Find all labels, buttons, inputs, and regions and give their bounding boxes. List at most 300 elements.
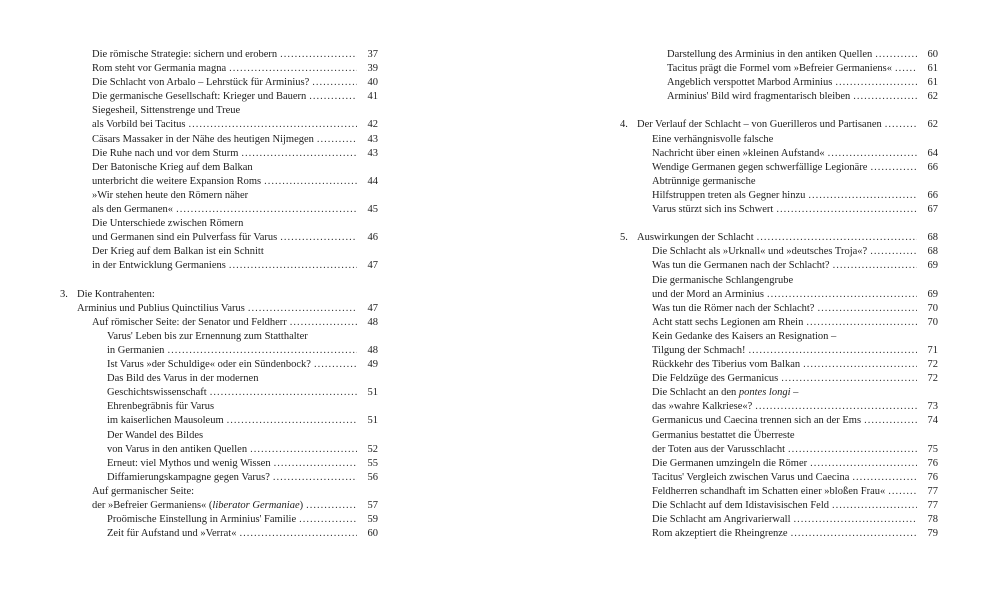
dot-leader	[167, 344, 357, 358]
toc-entry-title	[652, 344, 746, 358]
toc-entry-title	[92, 499, 303, 513]
page-number: 70	[927, 302, 938, 314]
toc-entry-text: Feldherren schandhaft im Schatten einer »bloßen Frau«	[652, 485, 886, 497]
page-number: 64	[927, 147, 938, 159]
toc-entry-text: Varus' Leben bis zur Ernennung zum Statthalter	[107, 330, 308, 342]
toc-entry	[60, 400, 378, 414]
toc-entry	[620, 189, 938, 203]
toc-entry	[60, 471, 378, 485]
toc-entry-title	[107, 414, 224, 428]
page-number: 61	[927, 63, 938, 75]
toc-entry-title	[92, 485, 194, 499]
toc-entry	[60, 372, 378, 386]
page-number: 78	[927, 514, 938, 526]
toc-entry	[620, 76, 938, 90]
toc-entry-text: Acht statt sechs Legionen am Rhein	[652, 316, 804, 328]
toc-entry	[620, 457, 938, 471]
toc-entry-title	[652, 302, 814, 316]
toc-entry-text: Tacitus' Vergleich zwischen Varus und Caecina	[652, 471, 850, 483]
dot-leader	[803, 358, 917, 372]
toc-entry	[60, 414, 378, 428]
page-number: 77	[927, 485, 938, 497]
toc-entry-text: in der Entwicklung Germaniens	[92, 260, 226, 272]
toc-entry	[60, 429, 378, 443]
toc-entry-title	[652, 203, 773, 217]
toc-entry-text: von Varus in den antiken Quellen	[107, 443, 248, 455]
toc-entry	[620, 400, 938, 414]
toc-entry-title	[92, 245, 264, 259]
dot-leader	[312, 76, 357, 90]
toc-entry	[620, 499, 938, 513]
toc-entry-suffix: –	[790, 387, 799, 399]
toc-entry-title	[92, 203, 173, 217]
toc-entry-suffix: )	[299, 500, 304, 511]
dot-leader	[870, 245, 917, 259]
toc-entry-text: Die Kontrahenten:	[77, 288, 155, 300]
toc-entry	[620, 443, 938, 457]
dot-leader	[870, 161, 917, 175]
dot-leader	[767, 288, 917, 302]
toc-entry	[620, 161, 938, 175]
toc-entry-text: Siegesheil, Sittenstrenge und Treue	[92, 105, 241, 117]
toc-entry-title	[107, 330, 308, 344]
toc-entry-text: und Germanen sind ein Pulverfass für Varus	[92, 232, 278, 244]
toc-entry	[60, 203, 378, 217]
toc-entry-title	[652, 513, 791, 527]
toc-entry-text: Varus stürzt sich ins Schwert	[652, 204, 774, 216]
page-number: 43	[367, 147, 378, 159]
page-number: 48	[367, 344, 378, 356]
page-number: 47	[367, 260, 378, 272]
page-number: 37	[367, 49, 378, 60]
toc-entry-text: Die Schlacht an den	[652, 387, 739, 399]
toc-entry-title	[667, 90, 850, 104]
toc-entry	[620, 372, 938, 386]
toc-entry-text: »Wir stehen heute den Römern näher	[92, 189, 249, 201]
dot-leader	[832, 499, 917, 513]
dot-leader	[776, 203, 917, 217]
toc-entry	[620, 203, 938, 217]
dot-leader	[290, 316, 357, 330]
toc-entry-text: Tacitus prägt die Formel vom »Befreier Germaniens«	[667, 63, 892, 75]
toc-entry-text: Die Schlacht am Angrivarierwall	[652, 514, 791, 526]
toc-entry	[60, 302, 378, 316]
toc-entry-title	[107, 429, 203, 443]
page-number: 60	[927, 49, 938, 60]
toc-entry	[60, 358, 378, 372]
toc-entry	[60, 217, 378, 231]
page-number: 42	[367, 119, 378, 131]
dot-leader	[864, 414, 917, 428]
toc-entry	[60, 48, 378, 62]
page-number: 69	[927, 260, 938, 272]
dot-leader	[755, 400, 917, 414]
dot-leader	[250, 443, 357, 457]
dot-leader	[888, 485, 917, 499]
dot-leader	[299, 513, 357, 527]
toc-entry-italic: pontes longi	[738, 387, 791, 399]
toc-entry	[620, 133, 938, 147]
toc-entry-text: Arminius und Publius Quinctilius Varus	[77, 302, 245, 314]
toc-entry-text: Angeblich verspottet Marbod Arminius	[667, 77, 833, 89]
toc-entry-title	[652, 330, 836, 344]
toc-entry	[620, 288, 938, 302]
toc-entry-text: Kein Gedanke des Kaisers an Resignation –	[652, 330, 837, 342]
page-number: 76	[927, 471, 938, 483]
toc-entry	[60, 189, 378, 203]
toc-entry	[60, 62, 378, 76]
toc-entry-text: Was tun die Germanen nach der Schlacht?	[652, 260, 830, 272]
toc-entry-title	[92, 48, 277, 62]
toc-entry-text: Die germanische Gesellschaft: Krieger und Bauern	[92, 91, 307, 103]
page-number: 60	[367, 528, 378, 540]
toc-entry-title	[637, 118, 882, 132]
page-number: 40	[367, 77, 378, 89]
toc-entry	[60, 76, 378, 90]
toc-entry-text: Rom steht vor Germania magna	[92, 63, 227, 75]
page-number: 62	[927, 91, 938, 103]
dot-leader	[885, 118, 917, 132]
toc-entry-title	[92, 231, 277, 245]
toc-entry-text: Tilgung der Schmach!	[652, 344, 746, 356]
toc-entry-title	[652, 274, 793, 288]
dot-leader	[229, 62, 357, 76]
toc-entry-text: Die Schlacht auf dem Idistavisischen Feld	[652, 500, 829, 511]
dot-leader	[833, 259, 917, 273]
page-number: 57	[367, 500, 378, 511]
toc-entry-text: Darstellung des Arminius in den antiken Quellen	[667, 49, 873, 60]
toc-entry	[620, 513, 938, 527]
toc-entry-title	[77, 288, 155, 302]
toc-chapter-heading	[620, 118, 938, 132]
page-number: 41	[367, 91, 378, 103]
toc-entry	[60, 386, 378, 400]
toc-entry-text: Die römische Strategie: sichern und erobern	[92, 49, 278, 60]
toc-entry	[60, 527, 378, 541]
toc-entry-title	[107, 372, 258, 386]
toc-entry-title	[652, 161, 867, 175]
toc-entry	[60, 118, 378, 132]
dot-leader	[794, 513, 918, 527]
toc-entry-title	[652, 457, 807, 471]
page-number: 48	[367, 316, 378, 328]
toc-entry-text: als den Germanen«	[92, 204, 174, 216]
toc-entry	[60, 330, 378, 344]
dot-leader	[791, 527, 917, 541]
toc-entry-title	[107, 527, 236, 541]
toc-entry-title	[92, 189, 248, 203]
toc-entry-text: Nachricht über einen »kleinen Aufstand«	[652, 147, 825, 159]
toc-entry-text: Geschichtswissenschaft	[107, 387, 207, 399]
toc-entry-text: Arminius' Bild wird fragmentarisch bleiben	[667, 91, 851, 103]
dot-leader	[852, 471, 917, 485]
toc-entry	[620, 302, 938, 316]
toc-entry-title	[667, 48, 872, 62]
toc-entry-title	[652, 471, 849, 485]
toc-entry-title	[92, 316, 287, 330]
toc-entry-title	[107, 358, 311, 372]
toc-entry-title	[107, 400, 214, 414]
toc-entry	[60, 104, 378, 118]
page-number: 68	[927, 232, 938, 244]
toc-entry-title	[92, 90, 306, 104]
dot-leader	[274, 457, 357, 471]
page-number: 79	[927, 528, 938, 540]
toc-entry-title	[107, 386, 207, 400]
toc-entry-text: Cäsars Massaker in der Nähe des heutigen Nijmegen	[92, 133, 314, 145]
dot-leader	[817, 302, 917, 316]
dot-leader	[875, 48, 917, 62]
page-number: 73	[927, 401, 938, 413]
toc-entry	[620, 330, 938, 344]
page-number: 39	[367, 63, 378, 75]
toc-right-page	[620, 48, 938, 541]
toc-entry	[620, 414, 938, 428]
toc-entry-text: Auswirkungen der Schlacht	[637, 232, 754, 244]
dot-leader	[273, 471, 357, 485]
toc-entry	[60, 175, 378, 189]
dot-leader	[210, 386, 357, 400]
toc-entry-text: Der Krieg auf dem Balkan ist ein Schnitt	[92, 246, 264, 258]
page-number: 67	[927, 204, 938, 216]
toc-entry-title	[652, 288, 764, 302]
toc-entry	[60, 90, 378, 104]
toc-entry	[60, 485, 378, 499]
dot-leader	[248, 302, 357, 316]
toc-entry-title	[652, 189, 805, 203]
toc-chapter-heading	[620, 231, 938, 245]
chapter-number: 4.	[620, 119, 628, 131]
toc-entry	[620, 429, 938, 443]
toc-entry	[620, 147, 938, 161]
toc-entry-text: Zeit für Aufstand und »Verrat«	[107, 528, 237, 540]
toc-entry-title	[107, 443, 247, 457]
page-number: 66	[927, 161, 938, 173]
toc-entry-text: Erneut: viel Mythos und wenig Wissen	[107, 457, 271, 469]
toc-entry-text: Abtrünnige germanische	[652, 175, 756, 187]
page-number: 45	[367, 204, 378, 216]
chapter-number: 3.	[60, 288, 68, 300]
toc-entry-title	[107, 344, 164, 358]
toc-entry-title	[652, 175, 756, 189]
toc-entry-text: und der Mord an Arminius	[652, 288, 764, 300]
toc-entry-text: Proömische Einstellung in Arminius' Familie	[107, 514, 297, 526]
toc-entry	[620, 274, 938, 288]
toc-entry	[620, 175, 938, 189]
toc-entry-text: der Toten aus der Varusschlacht	[652, 443, 786, 455]
page-number: 66	[927, 189, 938, 201]
dot-leader	[188, 118, 357, 132]
toc-entry-text: Ehrenbegräbnis für Varus	[107, 401, 215, 413]
toc-entry-title	[652, 400, 752, 414]
page-number: 59	[367, 514, 378, 526]
page-number: 76	[927, 457, 938, 469]
toc-entry-title	[92, 104, 240, 118]
dot-leader	[314, 358, 357, 372]
toc-entry-text: Auf römischer Seite: der Senator und Feldherr	[92, 316, 287, 328]
dot-leader	[227, 414, 357, 428]
toc-entry-title	[652, 485, 885, 499]
dot-leader	[835, 76, 917, 90]
page-number: 51	[367, 387, 378, 399]
section-spacer	[60, 274, 378, 288]
toc-entry-title	[652, 133, 773, 147]
toc-entry-text: im kaiserlichen Mausoleum	[107, 415, 224, 427]
toc-entry-text: Diffamierungskampagne gegen Varus?	[107, 471, 270, 483]
toc-entry-text: Das Bild des Varus in der modernen	[107, 373, 259, 385]
toc-entry-title	[667, 76, 832, 90]
toc-entry-title	[667, 62, 892, 76]
toc-entry-title	[652, 527, 788, 541]
toc-entry	[60, 161, 378, 175]
toc-entry	[60, 344, 378, 358]
toc-entry-text: Die Feldzüge des Germanicus	[652, 373, 779, 385]
toc-entry-title	[637, 231, 754, 245]
page-number: 72	[927, 359, 938, 371]
page-number: 47	[367, 302, 378, 314]
toc-entry-text: Was tun die Römer nach der Schlacht?	[652, 302, 815, 314]
toc-entry-text: Germanicus und Caecina trennen sich an der Ems	[652, 415, 862, 427]
dot-leader	[317, 133, 357, 147]
page-number: 52	[367, 443, 378, 455]
toc-entry-text: in Germanien	[107, 344, 165, 356]
toc-entry-text: Die germanische Schlangengrube	[652, 274, 794, 286]
toc-entry-title	[92, 175, 261, 189]
page-number: 55	[367, 457, 378, 469]
toc-entry-text: Die Schlacht von Arbalo – Lehrstück für Arminius?	[92, 77, 310, 89]
toc-entry-text: Ist Varus »der Schuldige« oder ein Sündenbock?	[107, 359, 311, 371]
page-number: 56	[367, 471, 378, 483]
toc-entry-text: das »wahre Kalkriese«?	[652, 401, 753, 413]
dot-leader	[229, 259, 357, 273]
toc-entry-title	[652, 386, 798, 400]
toc-entry-title	[92, 118, 185, 132]
toc-entry-text: Die Schlacht als »Urknall« und »deutsches Troja«?	[652, 246, 868, 258]
toc-entry	[620, 259, 938, 273]
page-number: 44	[367, 175, 378, 187]
toc-entry	[620, 386, 938, 400]
toc-entry	[60, 259, 378, 273]
dot-leader	[749, 344, 917, 358]
toc-entry-text: Der Verlauf der Schlacht – von Guerilleros und Partisanen	[637, 119, 882, 131]
page-number: 70	[927, 316, 938, 328]
toc-entry-text: Wendige Germanen gegen schwerfällige Legionäre	[652, 161, 868, 173]
page-number: 49	[367, 359, 378, 371]
toc-entry-title	[107, 471, 270, 485]
page-number: 77	[927, 500, 938, 511]
toc-entry	[60, 443, 378, 457]
dot-leader	[895, 62, 917, 76]
dot-leader	[306, 499, 357, 513]
toc-entry-title	[652, 259, 830, 273]
dot-leader	[781, 372, 917, 386]
toc-entry	[620, 471, 938, 485]
page-number: 71	[927, 344, 938, 356]
page-number: 46	[367, 232, 378, 244]
toc-entry-text: Die Germanen umzingeln die Römer	[652, 457, 808, 469]
page-number: 74	[927, 415, 938, 427]
section-spacer	[620, 217, 938, 231]
dot-leader	[788, 443, 917, 457]
toc-entry-title	[77, 302, 245, 316]
page-number: 68	[927, 246, 938, 258]
dot-leader	[810, 457, 917, 471]
dot-leader	[757, 231, 917, 245]
toc-entry-title	[92, 62, 226, 76]
toc-entry-title	[107, 457, 271, 471]
dot-leader	[853, 90, 917, 104]
section-spacer	[620, 104, 938, 118]
dot-leader	[828, 147, 917, 161]
page-number: 62	[927, 119, 938, 131]
toc-entry-text: unterbricht die weitere Expansion Roms	[92, 175, 262, 187]
toc-entry-text: Germanius bestattet die Überreste	[652, 429, 795, 441]
toc-entry-title	[92, 217, 243, 231]
toc-entry-title	[92, 76, 309, 90]
toc-entry-title	[652, 429, 795, 443]
page-number: 51	[367, 415, 378, 427]
toc-entry	[620, 316, 938, 330]
toc-entry-text: Eine verhängnisvolle falsche	[652, 133, 774, 145]
toc-entry-text: Hilfstruppen treten als Gegner hinzu	[652, 189, 806, 201]
toc-entry-title	[652, 499, 829, 513]
toc-entry-text: Die Unterschiede zwischen Römern	[92, 218, 244, 230]
dot-leader	[239, 527, 357, 541]
toc-entry	[60, 499, 378, 513]
dot-leader	[176, 203, 357, 217]
toc-entry	[60, 316, 378, 330]
dot-leader	[264, 175, 357, 189]
toc-entry-title	[92, 147, 238, 161]
toc-entry-title	[92, 161, 253, 175]
toc-entry-title	[652, 358, 800, 372]
chapter-number: 5.	[620, 232, 628, 244]
dot-leader	[806, 316, 917, 330]
toc-entry	[620, 485, 938, 499]
toc-entry-title	[652, 245, 867, 259]
toc-entry-italic: liberator Germaniae	[212, 500, 300, 511]
toc-entry-title	[652, 372, 778, 386]
toc-entry-title	[92, 133, 314, 147]
toc-entry	[60, 513, 378, 527]
toc-entry	[620, 527, 938, 541]
dot-leader	[808, 189, 917, 203]
toc-entry	[60, 133, 378, 147]
page-number: 69	[927, 288, 938, 300]
toc-left-page	[60, 48, 378, 541]
toc-entry	[60, 457, 378, 471]
dot-leader	[280, 231, 357, 245]
toc-entry-text: als Vorbild bei Tacitus	[92, 119, 186, 131]
toc-entry-title	[652, 316, 803, 330]
toc-entry	[60, 147, 378, 161]
toc-entry-title	[652, 147, 825, 161]
toc-entry-title	[107, 513, 296, 527]
page-number: 72	[927, 373, 938, 385]
page-number: 75	[927, 443, 938, 455]
toc-entry	[620, 358, 938, 372]
toc-entry	[620, 90, 938, 104]
dot-leader	[241, 147, 357, 161]
page-number: 43	[367, 133, 378, 145]
toc-entry	[620, 344, 938, 358]
toc-entry-text: der »Befreier Germaniens« (	[92, 500, 213, 511]
toc-entry	[620, 48, 938, 62]
dot-leader	[309, 90, 357, 104]
toc-entry-text: Der Wandel des Bildes	[107, 429, 204, 441]
toc-entry-text: Der Batonische Krieg auf dem Balkan	[92, 161, 253, 173]
dot-leader	[280, 48, 357, 62]
